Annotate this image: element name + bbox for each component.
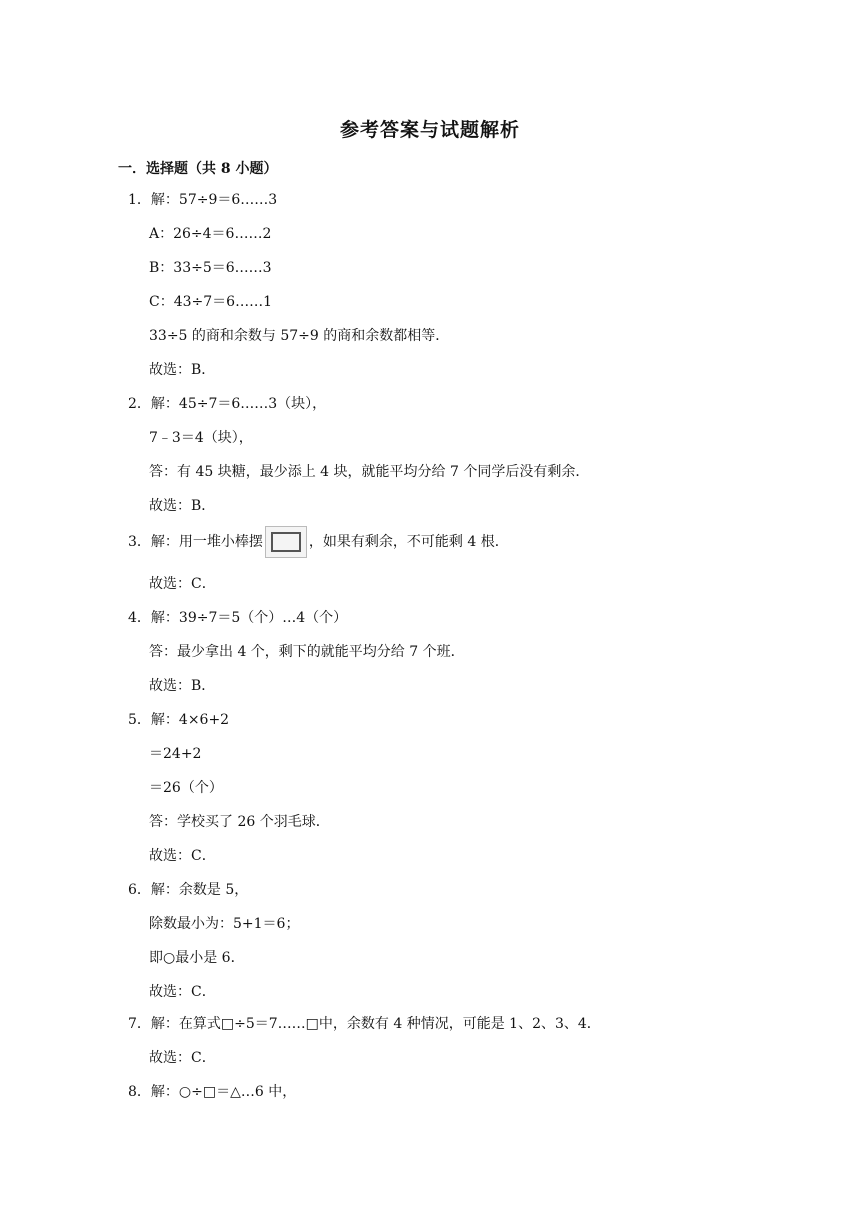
q4-solution: 4．解：39÷7＝5（个）…4（个） xyxy=(128,610,348,626)
q5-solution: 5．解：4×6+2 xyxy=(128,712,230,728)
q5-conclusion: 答：学校买了 26 个羽毛球． xyxy=(149,814,330,830)
q1-answer: 故选：B． xyxy=(149,362,216,378)
q1-solution: 1．解：57÷9＝6……3 xyxy=(128,192,278,208)
q3-solution-text-1: 3．解：用一堆小棒摆 xyxy=(128,534,263,550)
q6-step: 除数最小为：5+1＝6； xyxy=(149,916,300,932)
q5-step-2: ＝26（个） xyxy=(149,780,223,796)
page-title: 参考答案与试题解析 xyxy=(339,119,520,141)
q7-answer: 故选：C． xyxy=(149,1050,216,1066)
q1-option-c: C：43÷7＝6……1 xyxy=(149,294,272,310)
q3-solution-text-2: ，如果有剩余，不可能剩 4 根． xyxy=(308,534,509,550)
q2-step: 7﹣3＝4（块）， xyxy=(149,430,253,446)
stick-square-figure xyxy=(265,526,307,558)
q2-conclusion: 答：有 45 块糖，最少添上 4 块，就能平均分给 7 个同学后没有剩余． xyxy=(149,464,590,480)
q5-step-1: ＝24+2 xyxy=(149,746,202,762)
q6-answer: 故选：C． xyxy=(149,984,216,1000)
q4-conclusion: 答：最少拿出 4 个，剩下的就能平均分给 7 个班． xyxy=(149,644,465,660)
q7-solution: 7．解：在算式□÷5＝7……□中，余数有 4 种情况，可能是 1、2、3、4． xyxy=(128,1016,601,1032)
q5-answer: 故选：C． xyxy=(149,848,216,864)
q6-solution: 6．解：余数是 5， xyxy=(128,882,249,898)
q2-answer: 故选：B． xyxy=(149,498,216,514)
q1-option-a: A：26÷4＝6……2 xyxy=(149,226,272,242)
q6-conclusion: 即○最小是 6． xyxy=(149,950,245,966)
q3-solution xyxy=(128,526,509,558)
q1-option-b: B：33÷5＝6……3 xyxy=(149,260,272,276)
q4-answer: 故选：B． xyxy=(149,678,216,694)
section-heading: 一．选择题（共 8 小题） xyxy=(118,161,278,177)
q1-conclusion: 33÷5 的商和余数与 57÷9 的商和余数都相等． xyxy=(149,328,450,344)
q3-answer: 故选：C． xyxy=(149,576,216,592)
q8-solution: 8．解：○÷□＝△…6 中， xyxy=(128,1084,297,1100)
q2-solution: 2．解：45÷7＝6……3（块）， xyxy=(128,396,327,412)
